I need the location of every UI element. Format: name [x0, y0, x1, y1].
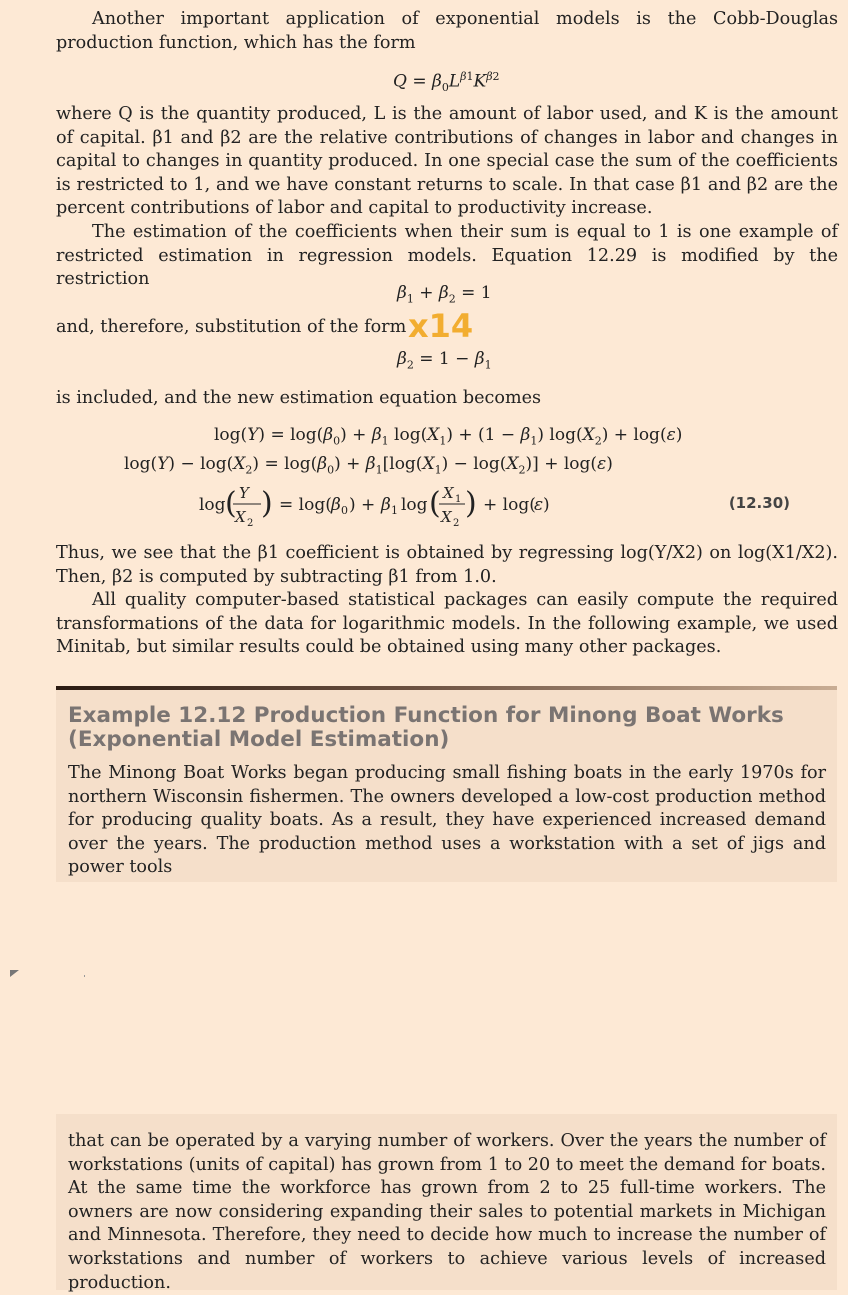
- svg-text:β: β: [381, 495, 391, 515]
- speck-mark: [84, 975, 85, 977]
- svg-text:): ): [261, 486, 273, 521]
- equation-line-1: $\log(Y) = \log(\beta_0) + \beta_1$ $\log(X_1) + (1 - \beta_1) \log(X_2) + \log(\varepsilon)$: [214, 425, 683, 448]
- svg-text:): ): [543, 495, 550, 515]
- svg-text:0: 0: [341, 504, 348, 517]
- svg-text:+ log(: + log(: [483, 495, 536, 515]
- example-text-part-1: The Minong Boat Works began producing small fishing boats in the early 1970s for northern Wisconsin fishermen. The owners developed a low-cost production method for producing quality boats. As a result, they have experienced increased demand over the years. The production method uses a workstation with a set of jigs and power tools: [68, 763, 826, 878]
- paragraph-restricted-estimation: The estimation of the coefficients when their sum is equal to 1 is one example of restricted estimation in regression models. Equation 12.29 is modified by the restriction: [56, 222, 838, 290]
- svg-text:log: log: [199, 495, 226, 515]
- svg-text:1: 1: [455, 494, 462, 505]
- example-text-part-2: that can be operated by a varying number of workers. Over the years the number of workstations (units of capital) has grown from 1 to 20 to meet the demand for boats. At the same time the workforce has grown from 2 to 25 full-time workers. The owners are now considering expanding their sales to potential markets in Michigan and Minnesota. Therefore, they need to decide how much to increase the number of workstations and number of workers to achieve various levels of increased production.: [68, 1131, 826, 1293]
- svg-text:) +: ) +: [349, 495, 376, 515]
- example-box: [56, 686, 837, 882]
- paragraph-definitions: where Q is the quantity produced, L is the amount of labor used, and K is the amount of capital. β1 and β2 are the relative contributions of changes in labor and changes in capital to changes in quantity produced. In one special case the sum of the coefficients is restricted to 1, and we have constant returns to scale. In that case β1 and β2 are the percent contributions of labor and capital to productivity increase.: [56, 104, 838, 219]
- equation-restriction: $\beta_1 + \beta_2 = 1$: [397, 283, 492, 306]
- svg-text:(: (: [429, 486, 441, 521]
- svg-text:β: β: [331, 495, 341, 515]
- corner-mark-icon: [10, 970, 19, 977]
- equation-cobb-douglas: $Q = \beta_0L^{\beta 1}K^{\beta 2}$: [393, 70, 500, 95]
- svg-text:X: X: [443, 484, 454, 502]
- equation-line-2: $\log(Y) - \log(X_2) = \log(\beta_0) + \beta_1[\log(X_1) - \log(X_2)] + \log(\varepsilon)$: [124, 454, 613, 477]
- paragraph-intro: Another important application of exponential models is the Cobb-Douglas production function, which has the form: [56, 9, 838, 53]
- svg-text:Y: Y: [239, 484, 249, 502]
- page-badge: x14: [408, 307, 474, 345]
- equation-line-3-svg: [199, 482, 719, 530]
- svg-text:(: (: [225, 486, 237, 521]
- example-box-continued: [56, 1114, 837, 1293]
- example-title: Example 12.12 Production Function for Minong Boat Works (Exponential Model Estimation): [68, 703, 784, 752]
- paragraph-substitution: and, therefore, substitution of the form: [56, 317, 407, 337]
- equation-substitution: $\beta_2 = 1 - \beta_1$: [397, 349, 492, 372]
- svg-text:2: 2: [247, 518, 254, 529]
- svg-text:= log(: = log(: [279, 495, 332, 515]
- svg-text:1: 1: [391, 504, 398, 517]
- svg-text:): ): [465, 486, 477, 521]
- paragraph-software: All quality computer-based statistical packages can easily compute the required transformations of the data for logarithmic models. In the following example, we used Minitab, but similar results could be obtained using many other packages.: [56, 590, 838, 658]
- equation-number: (12.30): [728, 494, 790, 512]
- svg-text:X: X: [235, 508, 246, 526]
- svg-text:log: log: [401, 495, 428, 515]
- svg-text:X: X: [441, 508, 452, 526]
- paragraph-regression-result: Thus, we see that the β1 coefficient is obtained by regressing log(Y/X2) on log(X1/X2). Then, β2 is computed by subtracting β1 from 1.0.: [56, 543, 838, 587]
- paragraph-new-equation: is included, and the new estimation equation becomes: [56, 388, 542, 408]
- svg-text:ε: ε: [534, 495, 544, 515]
- svg-text:2: 2: [453, 518, 460, 529]
